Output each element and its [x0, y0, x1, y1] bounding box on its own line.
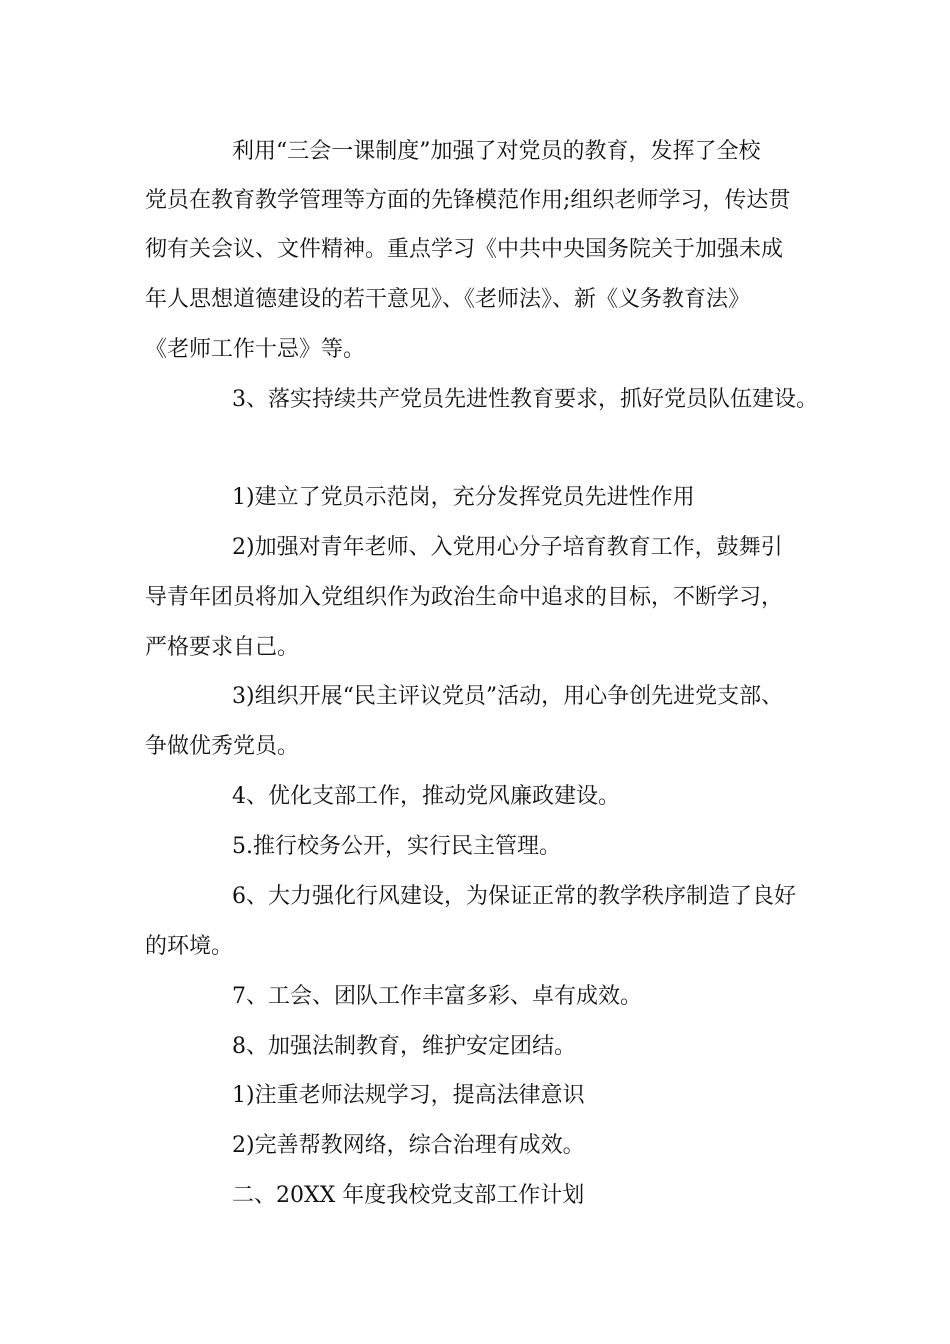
paragraph-line: 4、优化支部工作，推动党风廉政建设。: [232, 784, 620, 809]
paragraph-line: 彻有关会议、文件精神。重点学习《中共中央国务院关于加强未成: [145, 237, 784, 262]
paragraph-line: 严格要求自己。: [145, 635, 300, 660]
paragraph-line: 3、落实持续共产党员先进性教育要求，抓好党员队伍建设。: [232, 387, 818, 412]
paragraph-line: 年人思想道德建设的若干意见》、《老师法》、新《义务教育法》: [145, 287, 751, 312]
paragraph-line: 2)完善帮教网络，综合治理有成效。: [232, 1133, 585, 1158]
paragraph-line: 导青年团员将加入党组织作为政治生命中追求的目标，不断学习，: [145, 585, 784, 610]
paragraph-line: 3)组织开展“民主评议党员”活动，用心争创先进党支部、: [232, 684, 784, 709]
paragraph-line: 1)注重老师法规学习，提高法律意识: [232, 1083, 585, 1108]
paragraph-line: 1)建立了党员示范岗，充分发挥党员先进性作用: [232, 485, 695, 510]
paragraph-line: 的环境。: [145, 934, 234, 959]
paragraph-line: 5.推行校务公开，实行民主管理。: [232, 834, 561, 859]
paragraph-line: 《老师工作十忌》等。: [145, 337, 366, 362]
paragraph-line: 党员在教育教学管理等方面的先锋模范作用;组织老师学习，传达贯: [145, 188, 791, 213]
paragraph-line: 7、工会、团队工作丰富多彩、卓有成效。: [232, 984, 642, 1009]
paragraph-line: 利用“三会一课制度”加强了对党员的教育，发挥了全校: [232, 139, 761, 164]
paragraph-line: 6、大力强化行风建设，为保证正常的教学秩序制造了良好: [232, 884, 796, 909]
paragraph-line: 争做优秀党员。: [145, 734, 300, 759]
paragraph-line: 8、加强法制教育，维护安定团结。: [232, 1034, 576, 1059]
section-heading: 二、20XX 年度我校党支部工作计划: [232, 1183, 585, 1208]
paragraph-line: 2)加强对青年老师、入党用心分子培育教育工作，鼓舞引: [232, 535, 783, 560]
